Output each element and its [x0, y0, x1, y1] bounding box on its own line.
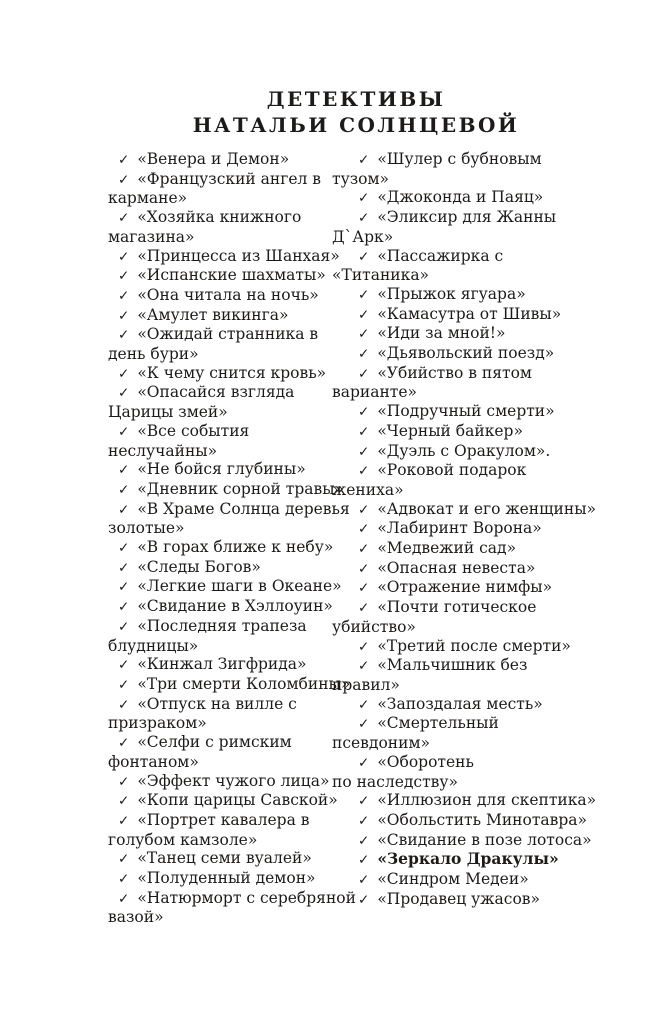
checkmark-icon: ✓ [358, 600, 370, 617]
checkmark-icon: ✓ [358, 754, 370, 771]
list-item [332, 402, 662, 422]
book-title: «Третий после смерти» [377, 636, 571, 655]
list-item [108, 364, 332, 384]
list-item [332, 831, 662, 851]
book-title: «Эликсир для Жанны Д`Арк» [332, 208, 557, 246]
checkmark-icon: ✓ [358, 696, 370, 713]
list-item [108, 150, 332, 170]
checkmark-icon: ✓ [358, 521, 370, 538]
book-title: «Синдром Медеи» [377, 870, 529, 889]
list-item [332, 656, 662, 694]
book-title: «Обольстить Минотавра» [377, 810, 588, 829]
book-title: «Портрет кавалера в голубом камзоле» [108, 810, 310, 849]
list-item [108, 849, 332, 869]
checkmark-icon: ✓ [358, 423, 370, 440]
checkmark-icon: ✓ [118, 171, 130, 188]
book-title: «Ожидай странника в день бури» [108, 325, 319, 364]
checkmark-icon: ✓ [358, 658, 370, 675]
checkmark-icon: ✓ [118, 248, 130, 265]
checkmark-icon: ✓ [118, 152, 130, 168]
list-item [332, 500, 662, 520]
book-title: «Все события неслучайны» [108, 421, 250, 460]
checkmark-icon: ✓ [358, 190, 370, 207]
book-title: «Адвокат и его женщины» [377, 499, 597, 518]
checkmark-icon: ✓ [118, 890, 130, 907]
book-title: «Иди за мной!» [377, 324, 506, 343]
book-title: «Отпуск на вилле с призраком» [108, 694, 297, 733]
book-title: «Три смерти Коломбины» [137, 674, 351, 693]
left-column [108, 150, 356, 927]
list-item [108, 460, 332, 480]
book-title: «Дьявольский поезд» [377, 344, 555, 363]
book-title: «Джоконда и Паяц» [377, 188, 544, 207]
list-item [108, 286, 332, 306]
book-title: «Убийство в пятом варианте» [332, 363, 532, 402]
checkmark-icon: ✓ [358, 580, 370, 597]
checkmark-icon: ✓ [358, 248, 370, 265]
book-list [108, 150, 662, 927]
checkmark-icon: ✓ [118, 365, 130, 382]
book-title: «Мальчишник без правил» [332, 656, 528, 694]
checkmark-icon: ✓ [118, 559, 130, 576]
book-title: «Французский ангел в кармане» [108, 169, 322, 208]
book-title: «Следы Богов» [137, 557, 261, 576]
book-title: «Хозяйка книжного магазина» [108, 208, 302, 246]
page-title [50, 86, 662, 138]
checkmark-icon: ✓ [118, 210, 130, 227]
list-item [108, 791, 338, 811]
list-item [332, 442, 662, 462]
list-item [108, 170, 332, 208]
list-item [332, 422, 662, 442]
book-title: «Дневник сорной травы» [137, 479, 345, 498]
book-title: «Амулет викинга» [137, 305, 289, 324]
book-title: «Лабиринт Ворона» [377, 519, 542, 538]
right-column [332, 150, 662, 909]
checkmark-icon: ✓ [118, 851, 130, 868]
checkmark-icon: ✓ [358, 501, 370, 518]
book-title: «Подручный смерти» [377, 402, 555, 421]
book-title: «Копи царицы Савской» [137, 791, 338, 810]
checkmark-icon: ✓ [118, 871, 130, 888]
checkmark-icon: ✓ [358, 365, 370, 382]
checkmark-icon: ✓ [118, 657, 130, 674]
list-item [332, 559, 662, 579]
list-item [108, 246, 340, 267]
checkmark-icon: ✓ [118, 676, 130, 693]
book-title: «Иллюзион для скептика» [377, 791, 597, 810]
book-title: «Дуэль с Оракулом». [377, 441, 551, 460]
checkmark-icon: ✓ [358, 812, 370, 829]
book-title: «Испанские шахматы» [137, 266, 326, 285]
list-item [108, 869, 332, 889]
book-title: «Смертельный псевдоним» [332, 714, 499, 753]
checkmark-icon: ✓ [118, 287, 130, 304]
book-title: «Принцесса из Шанхая» [137, 246, 340, 265]
list-item [108, 325, 332, 363]
book-title: «Шулер с бубновым тузом» [332, 150, 542, 188]
checkmark-icon: ✓ [118, 268, 130, 285]
page-title-line1: ДЕТЕКТИВЫ [266, 87, 446, 111]
book-title: «Продавец ужасов» [377, 889, 540, 908]
book-title: «Легкие шаги в Океане» [137, 577, 342, 596]
list-item [108, 674, 351, 695]
list-item [332, 461, 662, 499]
list-item [332, 578, 662, 598]
list-item [108, 422, 332, 460]
list-item [108, 538, 332, 558]
list-item [332, 364, 662, 402]
list-item [108, 306, 332, 326]
checkmark-icon: ✓ [118, 501, 130, 518]
book-title: «Почти готическое убийство» [332, 598, 537, 636]
list-item [108, 577, 342, 597]
checkmark-icon: ✓ [118, 812, 130, 829]
list-item [108, 888, 356, 927]
book-title: «Последняя трапеза блудницы» [108, 616, 307, 655]
list-item [332, 519, 662, 539]
book-title: «Эффект чужого лица» [137, 771, 330, 790]
checkmark-icon: ✓ [358, 152, 370, 168]
book-title: «Свидание в Хэллоуин» [137, 597, 333, 616]
checkmark-icon: ✓ [358, 286, 370, 303]
list-item [332, 714, 662, 752]
list-item [332, 305, 662, 325]
list-item [332, 208, 662, 246]
book-title: «Камасутра от Шивы» [377, 304, 562, 323]
page-title-line2: НАТАЛЬИ СОЛНЦЕВОЙ [192, 113, 520, 137]
book-title: «Опасайся взгляда Царицы змей» [108, 383, 295, 422]
list-item [108, 695, 332, 733]
list-item [108, 208, 332, 246]
checkmark-icon: ✓ [118, 423, 130, 440]
checkmark-icon: ✓ [118, 696, 130, 713]
list-item [108, 597, 332, 617]
list-item [332, 791, 662, 811]
checkmark-icon: ✓ [358, 210, 370, 227]
checkmark-icon: ✓ [118, 735, 130, 752]
checkmark-icon: ✓ [358, 443, 370, 460]
list-item [332, 695, 662, 715]
checkmark-icon: ✓ [118, 793, 130, 810]
checkmark-icon: ✓ [118, 462, 130, 479]
list-item [332, 753, 662, 791]
book-title: «Прыжок ягуара» [377, 284, 526, 303]
list-item [108, 655, 332, 675]
list-item [332, 850, 662, 870]
checkmark-icon: ✓ [118, 307, 130, 324]
list-item [108, 617, 332, 655]
book-title: «Роковой подарок жениха» [332, 461, 527, 499]
list-item [332, 247, 662, 285]
list-item [108, 266, 332, 286]
list-item [332, 539, 662, 559]
book-title: «Пассажирка с «Титаника» [332, 246, 504, 285]
checkmark-icon: ✓ [358, 832, 370, 849]
checkmark-icon: ✓ [118, 579, 130, 596]
checkmark-icon: ✓ [118, 540, 130, 557]
checkmark-icon: ✓ [118, 599, 130, 616]
book-title: «Свидание в позе лотоса» [377, 830, 592, 849]
book-title: «Селфи с римским фонтаном» [108, 733, 292, 771]
checkmark-icon: ✓ [358, 560, 370, 577]
book-title: «Натюрморт с серебряной вазой» [108, 888, 356, 927]
list-item [332, 598, 662, 636]
list-item [108, 811, 332, 849]
book-title: «В горах ближе к небу» [137, 538, 334, 557]
book-title: «В Храме Солнца деревья золотые» [108, 499, 350, 538]
list-item [108, 383, 332, 421]
list-item [108, 499, 350, 538]
checkmark-icon: ✓ [358, 541, 370, 558]
checkmark-icon: ✓ [358, 793, 370, 810]
checkmark-icon: ✓ [358, 852, 370, 869]
list-item [108, 479, 345, 500]
list-item [108, 558, 332, 578]
book-title: «Танец семи вуалей» [137, 849, 312, 868]
checkmark-icon: ✓ [118, 773, 130, 790]
book-title: «Кинжал Зигфрида» [137, 655, 307, 674]
book-title: «Опасная невеста» [377, 558, 536, 577]
list-item [332, 324, 662, 344]
list-item [108, 733, 332, 771]
checkmark-icon: ✓ [358, 326, 370, 343]
list-item [332, 344, 662, 364]
list-item [332, 870, 662, 890]
book-title: «Венера и Демон» [137, 150, 290, 168]
list-item [332, 188, 662, 208]
checkmark-icon: ✓ [118, 481, 130, 498]
book-title: «Зеркало Дракулы» [377, 849, 559, 869]
checkmark-icon: ✓ [358, 891, 370, 908]
list-item [332, 150, 662, 188]
list-item [108, 772, 332, 792]
book-title: «Черный байкер» [377, 421, 523, 440]
book-title: «Медвежий сад» [377, 539, 517, 558]
book-title: «Запоздалая месть» [377, 694, 543, 713]
book-title: «Она читала на ночь» [137, 285, 319, 304]
list-item [332, 637, 662, 657]
list-item [332, 811, 662, 831]
book-title: «Отражение нимфы» [377, 578, 553, 597]
checkmark-icon: ✓ [358, 463, 370, 480]
checkmark-icon: ✓ [358, 346, 370, 363]
checkmark-icon: ✓ [358, 872, 370, 889]
book-title: «К чему снится кровь» [137, 363, 327, 382]
checkmark-icon: ✓ [358, 306, 370, 323]
book-title: «Оборотень по наследству» [332, 752, 474, 791]
book-title: «Не бойся глубины» [137, 460, 306, 479]
checkmark-icon: ✓ [358, 716, 370, 733]
book-title: «Полуденный демон» [137, 869, 316, 888]
checkmark-icon: ✓ [118, 327, 130, 344]
checkmark-icon: ✓ [358, 638, 370, 655]
checkmark-icon: ✓ [118, 618, 130, 635]
list-item [332, 285, 662, 305]
list-item [332, 890, 662, 910]
checkmark-icon: ✓ [118, 385, 130, 402]
checkmark-icon: ✓ [358, 404, 370, 421]
